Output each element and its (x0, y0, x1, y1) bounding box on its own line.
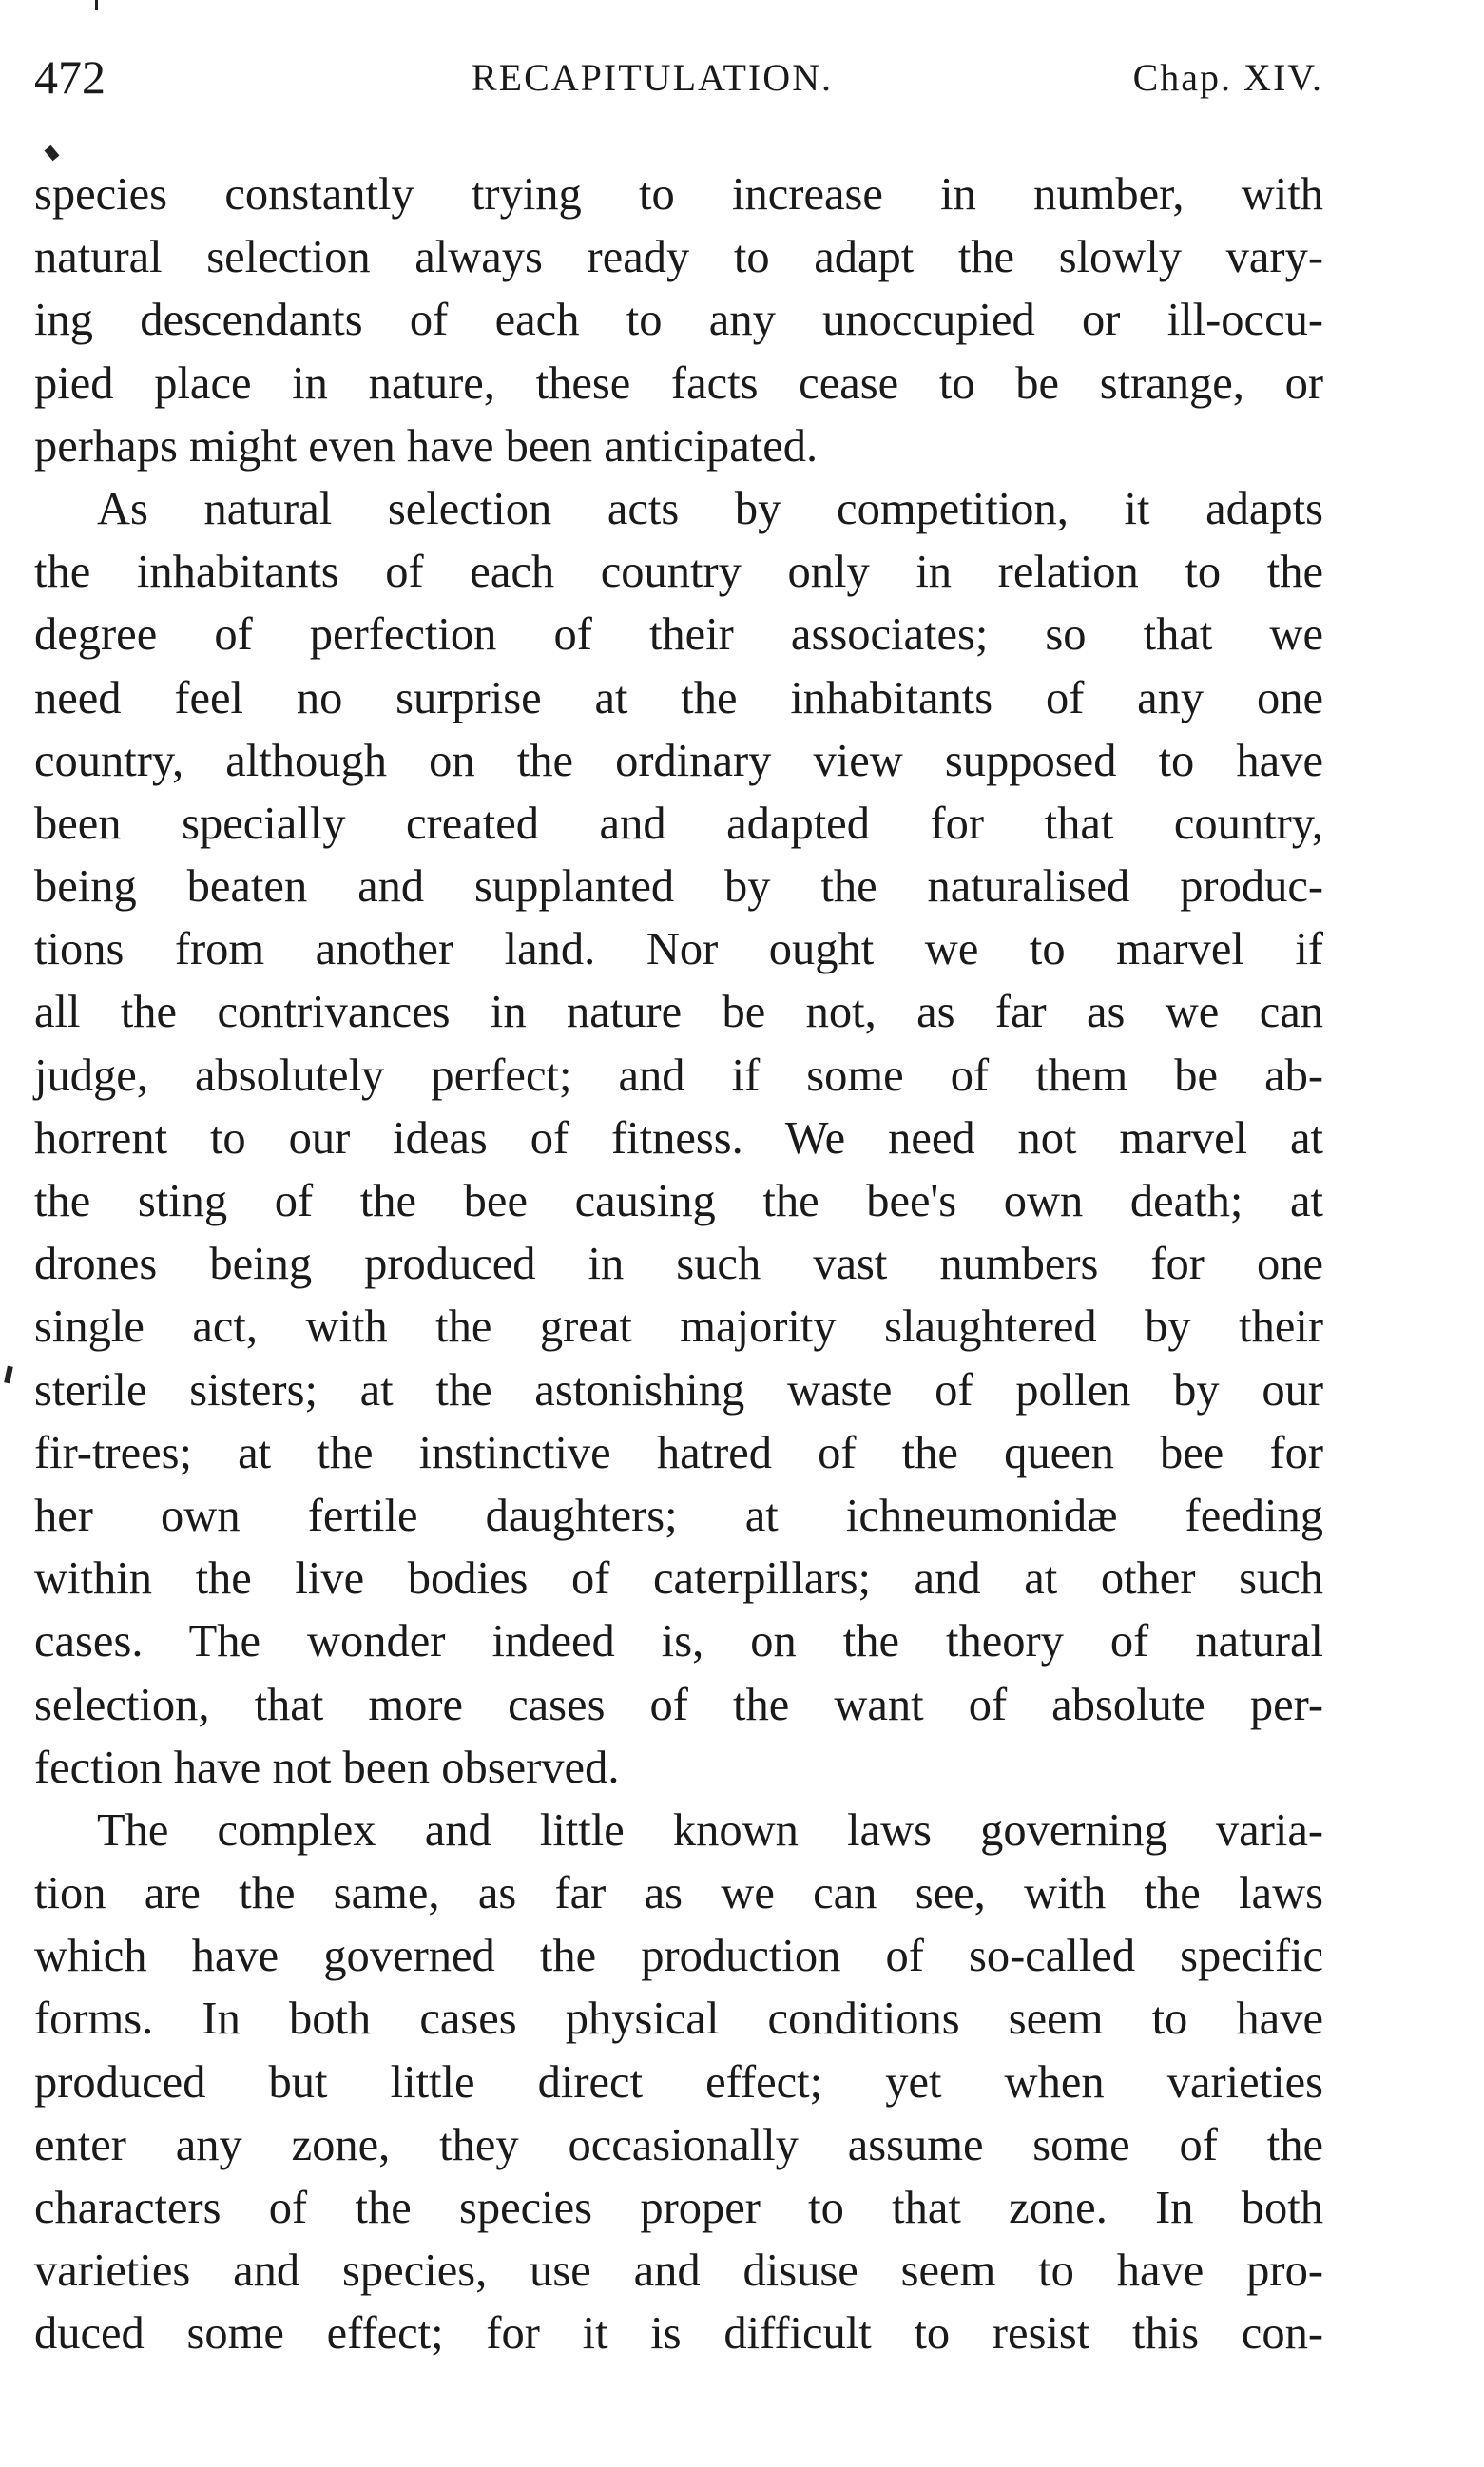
text-line: produced but little direct effect; yet when varieties (34, 2056, 1323, 2108)
text-line: cases. The wonder indeed is, on the theory of natural (34, 1616, 1323, 1667)
text-line: being beaten and supplanted by the naturalised produc- (34, 861, 1323, 913)
running-header (34, 49, 1323, 106)
text-line: judge, absolutely perfect; and if some of them be ab- (34, 1050, 1323, 1101)
text-line: enter any zone, they occasionally assume some of the (34, 2119, 1323, 2170)
print-speck (95, 0, 98, 10)
text-line: duced some effect; for it is difficult to resist this con- (34, 2308, 1323, 2360)
text-line: need feel no surprise at the inhabitants of any one (34, 672, 1323, 723)
text-line: forms. In both cases physical conditions seem to have (34, 1994, 1323, 2045)
body-text (34, 164, 1323, 2366)
text-line: ing descendants of each to any unoccupied or ill-occu- (34, 295, 1323, 346)
text-line: her own fertile daughters; at ichneumonidæ feeding (34, 1490, 1323, 1541)
text-line: within the live bodies of caterpillars; and at other such (34, 1553, 1323, 1605)
text-line: degree of perfection of their associates; so that we (34, 609, 1323, 661)
running-title: RECAPITULATION. (472, 56, 833, 99)
text-line: selection, that more cases of the want of absolute per- (34, 1679, 1323, 1730)
print-speck (4, 1366, 13, 1384)
text-line: natural selection always ready to adapt the slowly vary- (34, 232, 1323, 283)
text-line: As natural selection acts by competition, it adapts (97, 483, 1323, 534)
text-line: fection have not been observed. (34, 1742, 620, 1793)
text-line: been specially created and adapted for that country, (34, 798, 1323, 849)
text-line: characters of the species proper to that zone. In both (34, 2183, 1323, 2233)
text-line: pied place in nature, these facts cease to be strange, or (34, 357, 1323, 409)
text-line: country, although on the ordinary view supposed to have (34, 735, 1323, 786)
print-speck (45, 145, 60, 162)
text-line: the inhabitants of each country only in relation to the (34, 547, 1323, 598)
text-line: single act, with the great majority slaughtered by their (34, 1301, 1323, 1353)
text-line: horrent to our ideas of fitness. We need not marvel at (34, 1112, 1323, 1164)
text-line: which have governed the production of so-called specific (34, 1931, 1323, 1982)
text-line: tion are the same, as far as we can see, with the laws (34, 1868, 1323, 1919)
text-line: species constantly trying to increase in number, with (34, 169, 1323, 220)
text-line: sterile sisters; at the astonishing waste of pollen by our (34, 1364, 1323, 1416)
text-line: all the contrivances in nature be not, as far as we can (34, 987, 1323, 1038)
text-line: drones being produced in such vast numbers for one (34, 1239, 1323, 1290)
text-line: varieties and species, use and disuse seem to have pro- (34, 2245, 1323, 2297)
page-number: 472 (34, 50, 106, 104)
text-line: fir-trees; at the instinctive hatred of the queen bee for (34, 1427, 1323, 1478)
text-line: tions from another land. Nor ought we to marvel if (34, 924, 1323, 975)
chapter-label: Chap. XIV. (1132, 56, 1323, 99)
text-line: perhaps might even have been anticipated. (34, 420, 819, 472)
text-line: The complex and little known laws governing varia- (97, 1804, 1323, 1856)
text-line: the sting of the bee causing the bee's own death; at (34, 1176, 1323, 1226)
